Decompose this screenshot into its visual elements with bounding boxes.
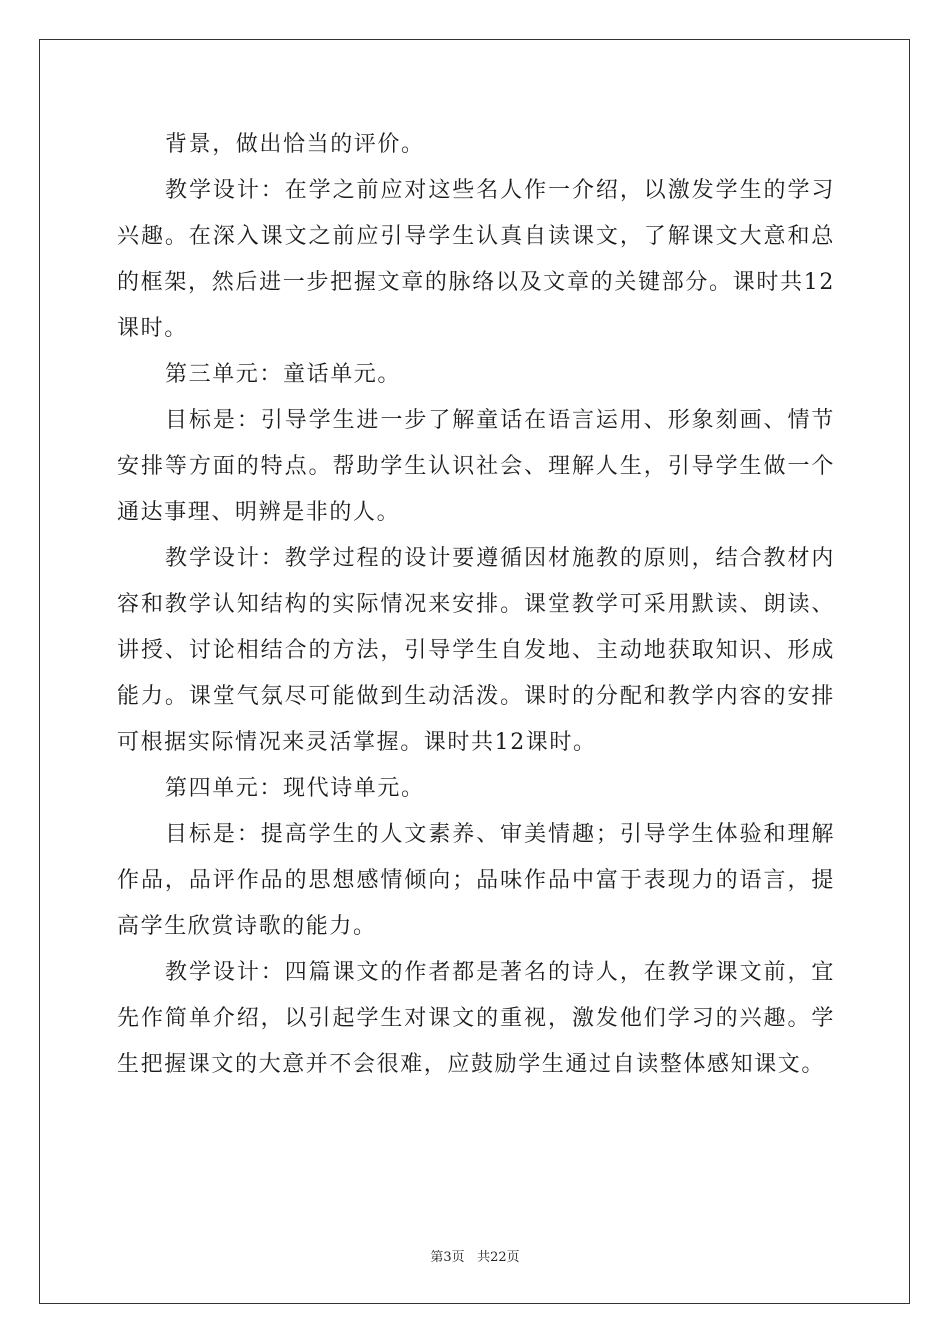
- paragraph: 教学设计：四篇课文的作者都是著名的诗人，在教学课文前，宜先作简单介绍，以引起学生对课文的重视，激发他们学习的兴趣。学生把握课文的大意并不会很难，应鼓励学生通过自读整体感知课文。: [117, 960, 835, 1077]
- footer-gap: [465, 1250, 477, 1265]
- paragraph: 第三单元：童话单元。: [165, 362, 402, 387]
- paragraph: 第四单元：现代诗单元。: [165, 776, 425, 801]
- page-number: 第3页: [430, 1250, 465, 1265]
- document-body: [117, 122, 835, 1088]
- paragraph: 教学设计：在学之前应对这些名人作一介绍，以激发学生的学习兴趣。在深入课文之前应引导学生认真自读课文，了解课文大意和总的框架，然后进一步把握文章的脉络以及文章的关键部分。课时共12课时。: [117, 178, 835, 341]
- page-total: 共22页: [477, 1250, 520, 1265]
- paragraph: 教学设计：教学过程的设计要遵循因材施教的原则，结合教材内容和教学认知结构的实际情况来安排。课堂教学可采用默读、朗读、讲授、讨论相结合的方法，引导学生自发地、主动地获取知识、形成能力。课堂气氛尽可能做到生动活泼。课时的分配和教学内容的安排可根据实际情况来灵活掌握。课时共12课时。: [117, 546, 835, 755]
- paragraph: 目标是：提高学生的人文素养、审美情趣；引导学生体验和理解作品，品评作品的思想感情倾向；品味作品中富于表现力的语言，提高学生欣赏诗歌的能力。: [117, 822, 835, 939]
- paragraph: 目标是：引导学生进一步了解童话在语言运用、形象刻画、情节安排等方面的特点。帮助学生认识社会、理解人生，引导学生做一个通达事理、明辨是非的人。: [117, 408, 835, 525]
- page-footer: [0, 1246, 950, 1265]
- paragraph: 背景，做出恰当的评价。: [165, 132, 425, 157]
